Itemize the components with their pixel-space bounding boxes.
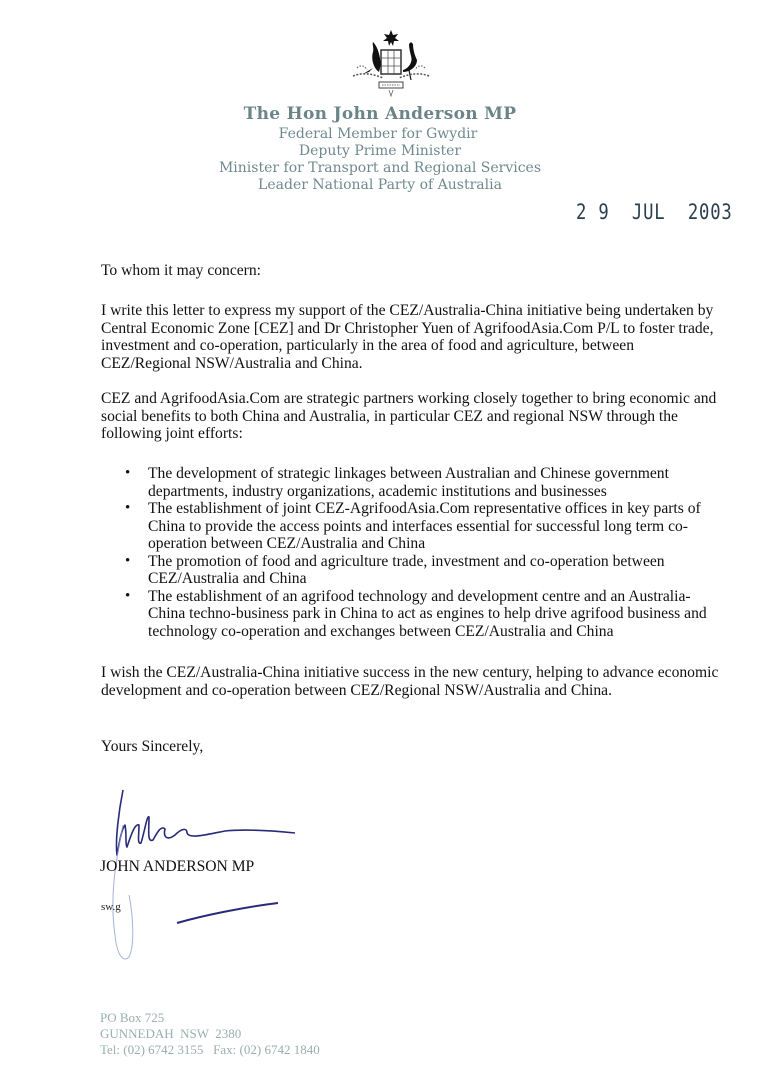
date-stamp: 2 9 JUL 2003 — [576, 200, 733, 224]
letterhead-title-2: Deputy Prime Minister — [298, 143, 462, 159]
signature-icon — [95, 785, 315, 970]
paragraph-2: CEZ and AgrifoodAsia.Com are strategic partners working closely together to bring economic and social benefits to both China and Australia, in particular CEZ and regional NSW through the following joint efforts: — [101, 390, 717, 442]
paragraph-3: I wish the CEZ/Australia-China initiative success in the new century, helping to advance economic development and co-operation between CEZ/Regional NSW/Australia and China. — [101, 664, 719, 699]
signatory-name: JOHN ANDERSON MP — [100, 858, 255, 875]
letterhead-title-3: Minister for Transport and Regional Services — [218, 160, 542, 176]
list-item: • The establishment of an agrifood technology and development centre and an Australia-China techno-business park in China to act as engines to help drive agrifood business and technology co-operation and exchanges between CEZ/Australia and China — [101, 588, 721, 641]
footer-po-box: PO Box 725 — [100, 1010, 165, 1025]
list-item: • The promotion of food and agriculture trade, investment and co-operation between CEZ/Australia and China — [101, 553, 721, 588]
paragraph-1: I write this letter to express my support of the CEZ/Australia-China initiative being undertaken by Central Economic Zone [CEZ] and Dr Christopher Yuen of AgrifoodAsia.Com P/L to foster trade, investment and co-operation, particularly in the area of food and agriculture, between CEZ/Regional NSW/Australia and China. — [101, 302, 714, 372]
list-item: • The establishment of joint CEZ-AgrifoodAsia.Com representative offices in key parts of China to provide the access points and interfaces essential for successful long term co-operation between CEZ/Australia and China — [101, 500, 721, 553]
footer-phone-fax: Tel: (02) 6742 3155 Fax: (02) 6742 1840 — [100, 1042, 320, 1057]
letterhead-title-1: Federal Member for Gwydir — [278, 126, 478, 142]
footer-address — [100, 1010, 320, 1058]
joint-efforts-list — [101, 465, 721, 640]
footer-town: GUNNEDAH NSW 2380 — [100, 1026, 242, 1041]
closing: Yours Sincerely, — [101, 738, 204, 755]
list-item: • The development of strategic linkages between Australian and Chinese government departments, industry organizations, academic institutions and businesses — [101, 465, 721, 500]
coat-of-arms-icon — [343, 28, 439, 100]
letterhead-name: The Hon John Anderson MP — [243, 104, 517, 124]
salutation: To whom it may concern: — [101, 262, 262, 279]
letterhead-title-4: Leader National Party of Australia — [258, 177, 502, 193]
signed-initials: sw.g — [101, 901, 121, 913]
